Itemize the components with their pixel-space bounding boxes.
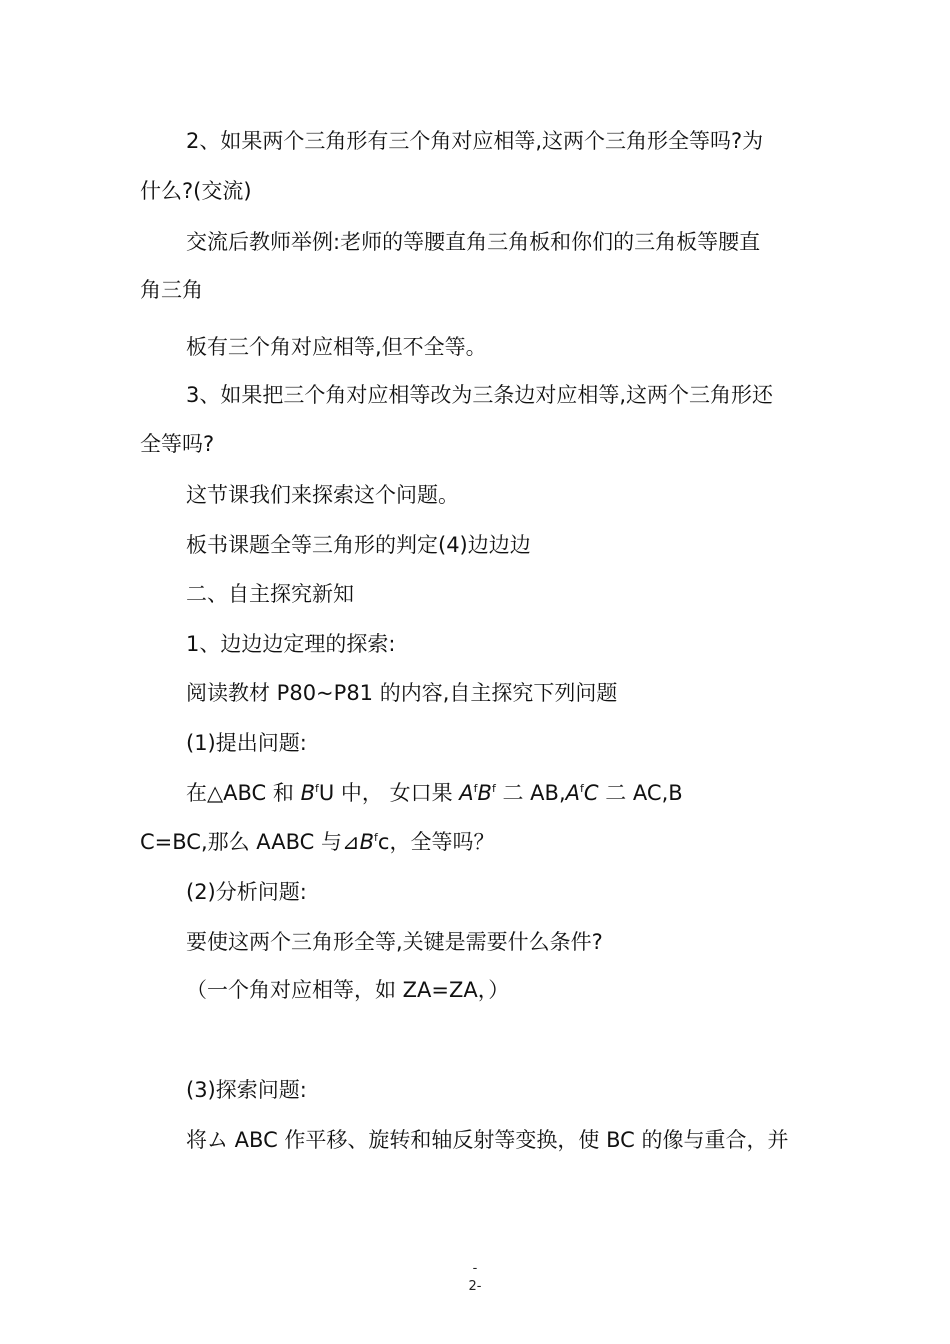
paragraph-line: 要使这两个三角形全等,关键是需要什么条件? xyxy=(186,930,603,954)
paragraph-line: 1、边边边定理的探索: xyxy=(186,632,396,656)
page-number: 2- xyxy=(468,1279,482,1294)
paragraph-line: 2、如果两个三角形有三个角对应相等,这两个三角形全等吗?为 xyxy=(186,129,764,153)
paragraph-line: 阅读教材 P80~P81 的内容,自主探究下列问题 xyxy=(186,681,618,705)
paragraph-line: (1)提出问题: xyxy=(186,731,307,755)
paragraph-line: 什么?(交流) xyxy=(140,179,252,203)
paragraph-line: 这节课我们来探索这个问题。 xyxy=(186,483,459,507)
paragraph-line: 交流后教师举例:老师的等腰直角三角板和你们的三角板等腰直 xyxy=(186,230,761,254)
paragraph-line: (2)分析问题: xyxy=(186,880,307,904)
problem-line-1: 在△ABC 和 $B^fU$ 中， 女口果 $A^fB^f$ 二 $AB,A^fC$ 二 AC,B xyxy=(186,781,683,805)
section-heading: 二、自主探究新知 xyxy=(186,582,354,606)
paragraph-line: 板书课题全等三角形的判定(4)边边边 xyxy=(186,533,531,557)
paragraph-line: 全等吗? xyxy=(140,432,215,456)
problem-line-2: C=BC,那么 AABC 与$⊿B^fc$，全等吗？ xyxy=(140,830,495,854)
paragraph-line: 将ム ABC 作平移、旋转和轴反射等变换，使 BC 的像与重合，并 xyxy=(186,1128,789,1152)
paragraph-line: 角三角 xyxy=(140,278,203,302)
footer-dash: - xyxy=(472,1261,478,1276)
paragraph-line: （一个角对应相等，如 ZA=ZA，） xyxy=(186,978,510,1002)
paragraph-line: 板有三个角对应相等,但不全等。 xyxy=(186,335,487,359)
paragraph-line: 3、如果把三个角对应相等改为三条边对应相等,这两个三角形还 xyxy=(186,383,774,407)
paragraph-line: (3)探索问题: xyxy=(186,1078,307,1102)
